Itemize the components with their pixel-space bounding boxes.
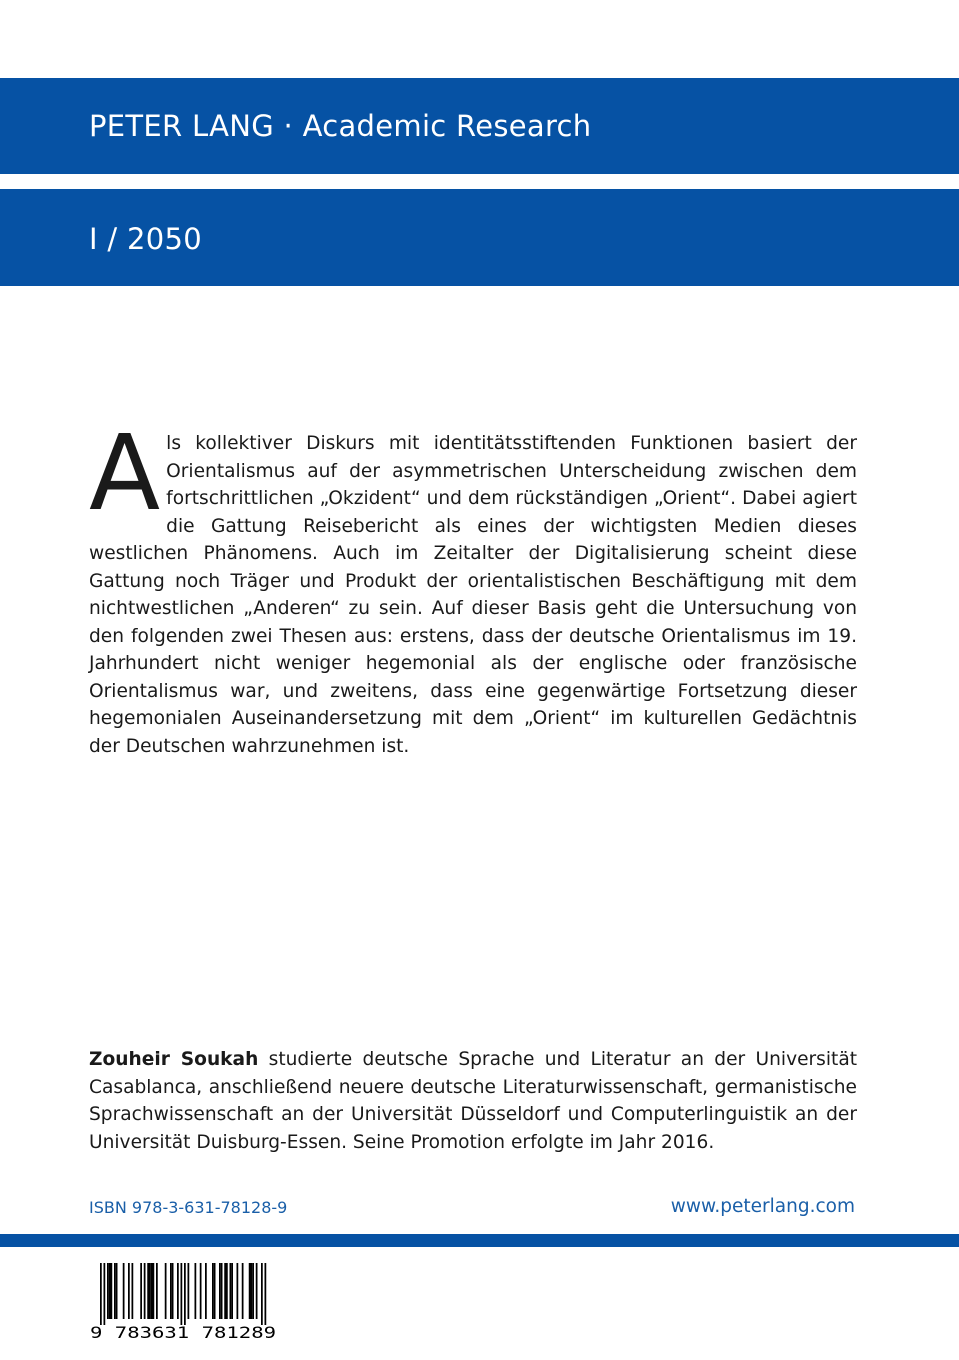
barcode-bar: [214, 1263, 216, 1319]
author-bio-body: studierte deutsche Sprache und Literatur an der Universität Casablanca, anschließend neuere deutsche Literaturwissenschaft, germanistische Sprachwissenschaft an der Universität Düsseldorf und Computerlinguistik an der Universität Duisburg-Essen. Seine Promotion erfolgte im Jahr 2016.: [89, 1049, 858, 1153]
barcode-bar: [249, 1263, 251, 1319]
barcode-bar: [200, 1263, 202, 1319]
barcode-bar: [107, 1263, 109, 1319]
barcode-bar: [170, 1263, 172, 1319]
barcode-bar: [237, 1263, 239, 1319]
barcode-bar: [195, 1263, 197, 1319]
barcode-digits: 9 783631 781289: [90, 1323, 276, 1341]
barcode-bar: [116, 1263, 118, 1319]
barcode-bar: [251, 1263, 253, 1319]
publisher-website-link[interactable]: www.peterlang.com: [670, 1196, 855, 1217]
volume-banner: [0, 189, 959, 286]
barcode-bar: [177, 1263, 179, 1319]
barcode-bar: [252, 1263, 254, 1319]
barcode-bar: [109, 1263, 111, 1319]
barcode-bar: [188, 1263, 190, 1319]
barcode-bar: [100, 1263, 102, 1325]
barcode-bar: [147, 1263, 149, 1319]
barcode-bar: [128, 1263, 130, 1319]
barcode-bar: [111, 1263, 113, 1319]
abstract-text: [89, 412, 857, 760]
barcode-bar: [149, 1263, 151, 1319]
barcode-bar: [153, 1263, 155, 1319]
barcode-bar: [151, 1263, 153, 1319]
barcode-bar: [230, 1263, 232, 1319]
barcode-bar: [104, 1263, 106, 1325]
barcode-bar: [132, 1263, 134, 1319]
abstract-body: ls kollektiver Diskurs mit identitätsstiftenden Funktionen basiert der Orientalismus auf der asymmetrischen Unterscheidung zwischen dem fortschrittlichen „Okzident“ und dem rückständigen „Orient“. Dabei agiert die Gattung Reisebericht als eines der wichtigsten Medien dieses westlichen Phänomens. Auch im Zeitalter der Digitalisierung scheint diese Gattung noch Träger und Produkt der orientalistischen Beschäftigung mit dem nichtwestlichen „Anderen“ zu sein. Auf dieser Basis geht die Untersuchung von den folgenden zwei Thesen aus: erstens, dass der deutsche Orientalismus im 19. Jahrhundert nicht weniger hegemonial als der englische oder französische Orientalismus war, und zweitens, dass eine gegenwärtige Fortsetzung dieser hegemonialen Auseinandersetzung mit dem „Orient“ im kulturellen Gedächtnis der Deutschen wahrzunehmen ist.: [89, 433, 857, 757]
barcode-bar: [261, 1263, 263, 1325]
barcode-bar: [172, 1263, 174, 1319]
barcode-bar: [212, 1263, 214, 1319]
barcode-bar: [224, 1263, 226, 1319]
barcode-bar: [231, 1263, 233, 1319]
barcode-bar: [156, 1263, 158, 1319]
barcode-bar: [265, 1263, 267, 1325]
author-name: Zouheir Soukah: [89, 1049, 259, 1070]
barcode-graphic: [84, 1261, 280, 1341]
volume-number: I / 2050: [89, 222, 202, 256]
barcode-bar: [123, 1263, 125, 1319]
series-title: PETER LANG · Academic Research: [89, 109, 592, 143]
barcode-bar: [256, 1263, 258, 1319]
barcode-bar: [205, 1263, 207, 1319]
isbn-number: ISBN 978-3-631-78128-9: [89, 1198, 288, 1217]
barcode-bar: [165, 1263, 167, 1319]
barcode-bar: [144, 1263, 146, 1319]
barcode-bar: [226, 1263, 228, 1319]
barcode-bar: [184, 1263, 186, 1325]
drop-cap: A: [89, 412, 161, 534]
barcode-bar: [221, 1263, 223, 1319]
author-bio: [89, 1046, 857, 1156]
barcode-bar: [242, 1263, 244, 1319]
barcode-bar: [181, 1263, 183, 1325]
barcode-bar: [219, 1263, 221, 1319]
isbn-barcode: [84, 1261, 280, 1341]
barcode-bar: [114, 1263, 116, 1319]
bottom-rule: [0, 1234, 959, 1247]
series-banner: [0, 78, 959, 174]
barcode-bar: [140, 1263, 142, 1319]
